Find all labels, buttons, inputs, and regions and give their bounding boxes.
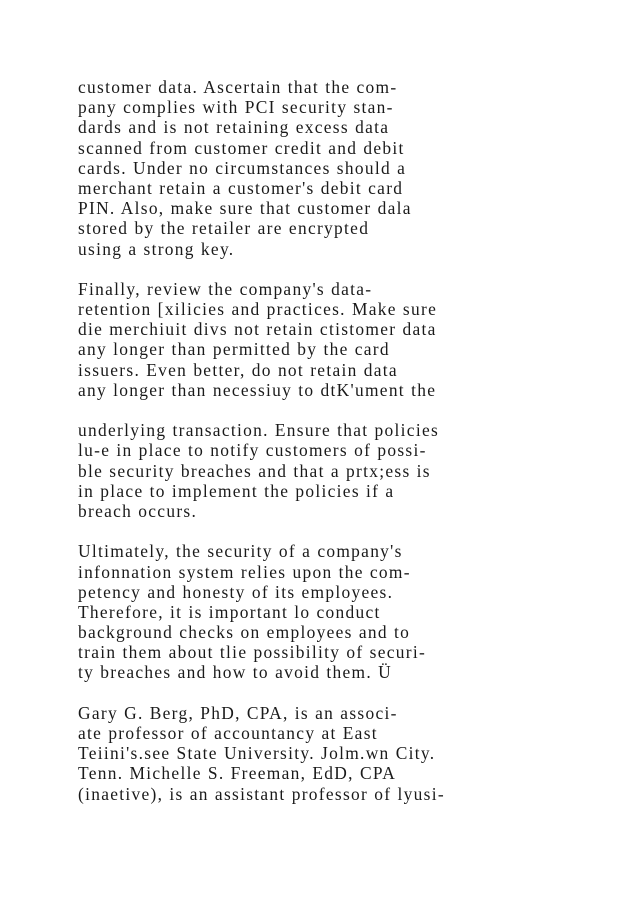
text-line: using a strong key. <box>78 238 235 259</box>
text-line: stored by the retailer are encrypted <box>78 218 370 239</box>
text-line: ty breaches and how to avoid them. Ü <box>78 662 392 683</box>
text-line: Gary G. Berg, PhD, CPA, is an associ- <box>78 702 398 723</box>
text-line: train them about tlie possibility of securi- <box>78 642 427 663</box>
text-line: Tenn. Michelle S. Freeman, EdD, CPA <box>78 763 397 784</box>
text-line: lu-e in place to notify customers of possi- <box>78 440 427 461</box>
paragraph-author-bio <box>78 703 618 804</box>
article-text <box>78 77 618 804</box>
text-line: die merchiuit divs not retain ctistomer data <box>78 319 437 340</box>
text-line: customer data. Ascertain that the com- <box>78 77 398 97</box>
text-line: Teiini's.see State University. Jolm.wn City. <box>78 743 436 764</box>
text-line: ate professor of accountancy at East <box>78 723 378 743</box>
text-line: scanned from customer credit and debit <box>78 137 405 158</box>
text-line: pany complies with PCI security stan- <box>78 97 394 118</box>
text-line: breach occurs. <box>78 500 198 521</box>
text-line: issuers. Even better, do not retain data <box>78 359 398 380</box>
paragraph-ultimately <box>78 541 618 682</box>
paragraph-gap <box>78 683 618 703</box>
paragraph-gap <box>78 259 618 279</box>
text-line: retention [xilicies and practices. Make sure <box>78 299 438 320</box>
text-line: cards. Under no circumstances should a <box>78 157 407 178</box>
text-line: dards and is not retaining excess data <box>78 117 390 138</box>
text-line: petency and honesty of its employees. <box>78 581 394 602</box>
text-line: Finally, review the company's data- <box>78 278 373 299</box>
text-line: infonnation system relies upon the com- <box>78 561 411 582</box>
paragraph-data-retention <box>78 279 618 400</box>
paragraph-gap <box>78 521 618 541</box>
text-line: any longer than permitted by the card <box>78 339 390 360</box>
text-line: any longer than necessiuy to dtK'ument the <box>78 379 437 400</box>
text-line: Ultimately, the security of a company's <box>78 541 403 562</box>
text-line: Therefore, it is important lo conduct <box>78 601 381 622</box>
text-line: underlying transaction. Ensure that policies <box>78 420 440 441</box>
text-line: PIN. Also, make sure that customer dala <box>78 198 412 219</box>
text-line: ble security breaches and that a prtx;ess is <box>78 460 431 481</box>
paragraph-customer-data <box>78 77 618 259</box>
text-line: merchant retain a customer's debit card <box>78 177 404 198</box>
text-line: background checks on employees and to <box>78 622 411 643</box>
paragraph-gap <box>78 400 618 420</box>
text-line: (inaetive), is an assistant professor of lyusi- <box>78 783 445 804</box>
text-line: in place to implement the policies if a <box>78 480 395 501</box>
paragraph-underlying-transaction <box>78 420 618 521</box>
